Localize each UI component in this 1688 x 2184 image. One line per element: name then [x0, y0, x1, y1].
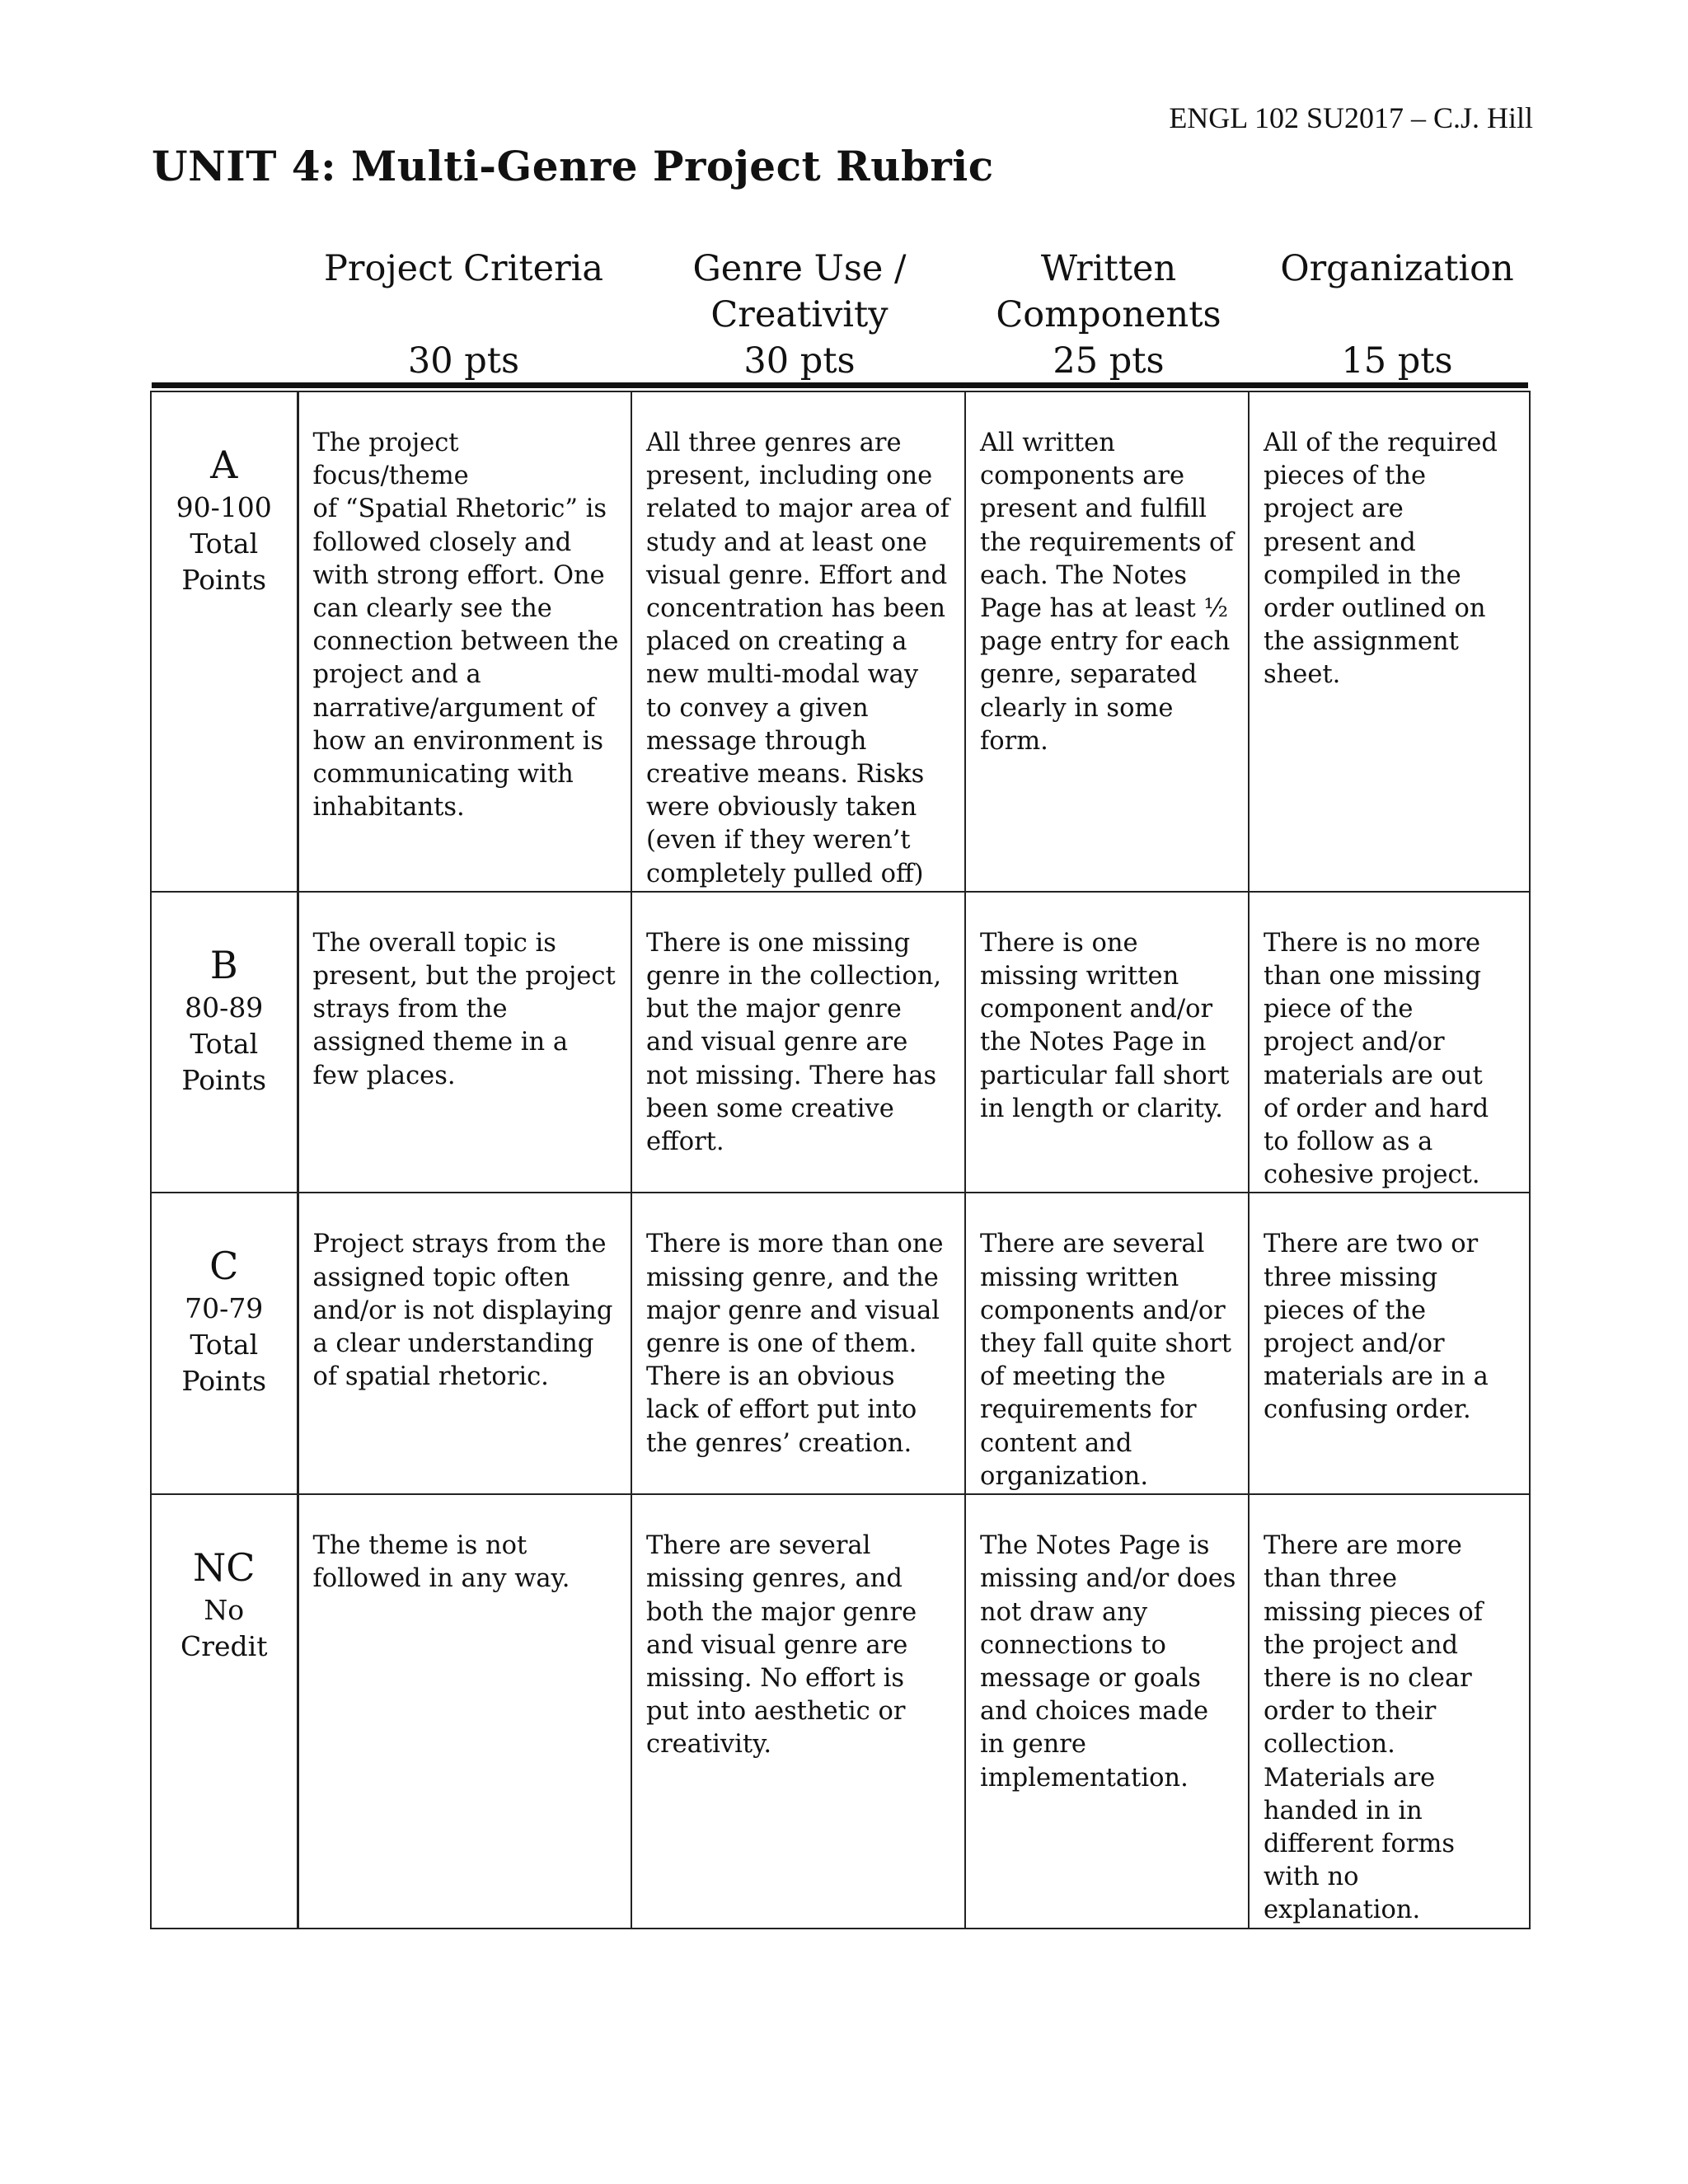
column-header-points: 30 pts [407, 340, 520, 382]
cell-text: The theme is not followed in any way. [312, 1531, 570, 1594]
criteria-cell [965, 391, 1249, 892]
criteria-cell [1249, 391, 1530, 892]
cell-text: All three genres are present, including one related to major area of study and at least one visual genre. Effort and concentration has been placed on creating a new multi-modal way to convey a given message through creative means. Risks were obviously taken (even if they weren’t completely pulled off) [646, 429, 950, 888]
cell-text: There is no more than one missing piece of the project and/or materials are out of order and hard to follow as a cohesive project. [1264, 928, 1489, 1190]
column-header-name: Written Components [996, 248, 1221, 335]
grade-range: 90-100 Total Points [176, 491, 272, 596]
cell-text: There are several missing genres, and both the major genre and visual genre are missing. No effort is put into aesthetic or creativity. [646, 1531, 917, 1760]
column-header-points: 15 pts [1341, 340, 1453, 382]
table-row [151, 1193, 1530, 1494]
criteria-cell [965, 1494, 1249, 1928]
grade-letter: A [210, 443, 238, 487]
cell-text: The Notes Page is missing and/or does not draw any connections to message or goals and choices made in genre implementation. [980, 1531, 1236, 1793]
criteria-cell [965, 1193, 1249, 1494]
cell-text: Project strays from the assigned topic often and/or is not displaying a clear understanding of spatial rhetoric. [312, 1230, 613, 1392]
grade-range: No Credit [181, 1594, 268, 1663]
cell-text: The project focus/theme of “Spatial Rhetoric” is followed closely and with strong effort. One can clearly see the connection between the project and a narrative/argument of how an environment is communicating with inhabitants. [312, 429, 619, 823]
course-line: ENGL 102 SU2017 – C.J. Hill [1169, 101, 1533, 134]
column-header-written-components [973, 246, 1245, 386]
grade-cell [151, 1193, 298, 1494]
cell-text: There is one missing written component and/or the Notes Page in particular fall short in length or clarity. [980, 928, 1230, 1123]
criteria-cell [298, 391, 631, 892]
column-header-points: 25 pts [1053, 340, 1165, 382]
document-title: UNIT 4: Multi-Genre Project Rubric [152, 142, 994, 190]
grade-range: 70-79 Total Points [181, 1292, 267, 1398]
column-header-name: Organization [1280, 248, 1514, 289]
grade-cell [151, 1494, 298, 1928]
grade-letter: C [209, 1244, 239, 1289]
criteria-cell [631, 391, 965, 892]
grade-cell [151, 391, 298, 892]
grade-range: 80-89 Total Points [181, 991, 267, 1096]
column-header-name: Genre Use / Creativity [692, 248, 907, 335]
rubric-table [150, 391, 1531, 1929]
column-header-organization [1257, 246, 1537, 386]
cell-text: All written components are present and fulfill the requirements of each. The Notes Page has at least ½ page entry for each genre, separated clearly in some form. [980, 429, 1234, 756]
cell-text: There is one missing genre in the collection, but the major genre and visual genre are not missing. There has been some creative effort. [646, 928, 942, 1157]
column-header-project-criteria [297, 246, 631, 386]
cell-text: All of the required pieces of the project are present and compiled in the order outlined on the assignment sheet. [1264, 429, 1498, 690]
column-header-name: Project Criteria [323, 248, 604, 289]
criteria-cell [1249, 1193, 1530, 1494]
column-header-genre-use [659, 246, 940, 386]
criteria-cell [298, 892, 631, 1193]
criteria-cell [298, 1193, 631, 1494]
criteria-cell [298, 1494, 631, 1928]
grade-letter: NC [193, 1545, 256, 1591]
criteria-cell [631, 1193, 965, 1494]
cell-text: There are more than three missing pieces of the project and there is no clear order to their collection. Materials are handed in in different forms with no explanation. [1264, 1531, 1484, 1925]
criteria-cell [631, 1494, 965, 1928]
cell-text: There is more than one missing genre, and the major genre and visual genre is one of them. There is an obvious lack of effort put into the genres’ creation. [646, 1230, 944, 1458]
header-rule [152, 382, 1528, 388]
cell-text: The overall topic is present, but the project strays from the assigned theme in a few places. [312, 928, 616, 1090]
criteria-cell [631, 892, 965, 1193]
cell-text: There are two or three missing pieces of the project and/or materials are in a confusing order. [1264, 1230, 1489, 1425]
table-row [151, 892, 1530, 1193]
grade-letter: B [209, 942, 238, 987]
cell-text: There are several missing written components and/or they fall quite short of meeting the requirements for content and organization. [980, 1230, 1231, 1491]
criteria-cell [1249, 1494, 1530, 1928]
table-row [151, 1494, 1530, 1928]
criteria-cell [1249, 892, 1530, 1193]
table-row [151, 391, 1530, 892]
grade-cell [151, 892, 298, 1193]
criteria-cell [965, 892, 1249, 1193]
column-header-points: 30 pts [743, 340, 856, 382]
